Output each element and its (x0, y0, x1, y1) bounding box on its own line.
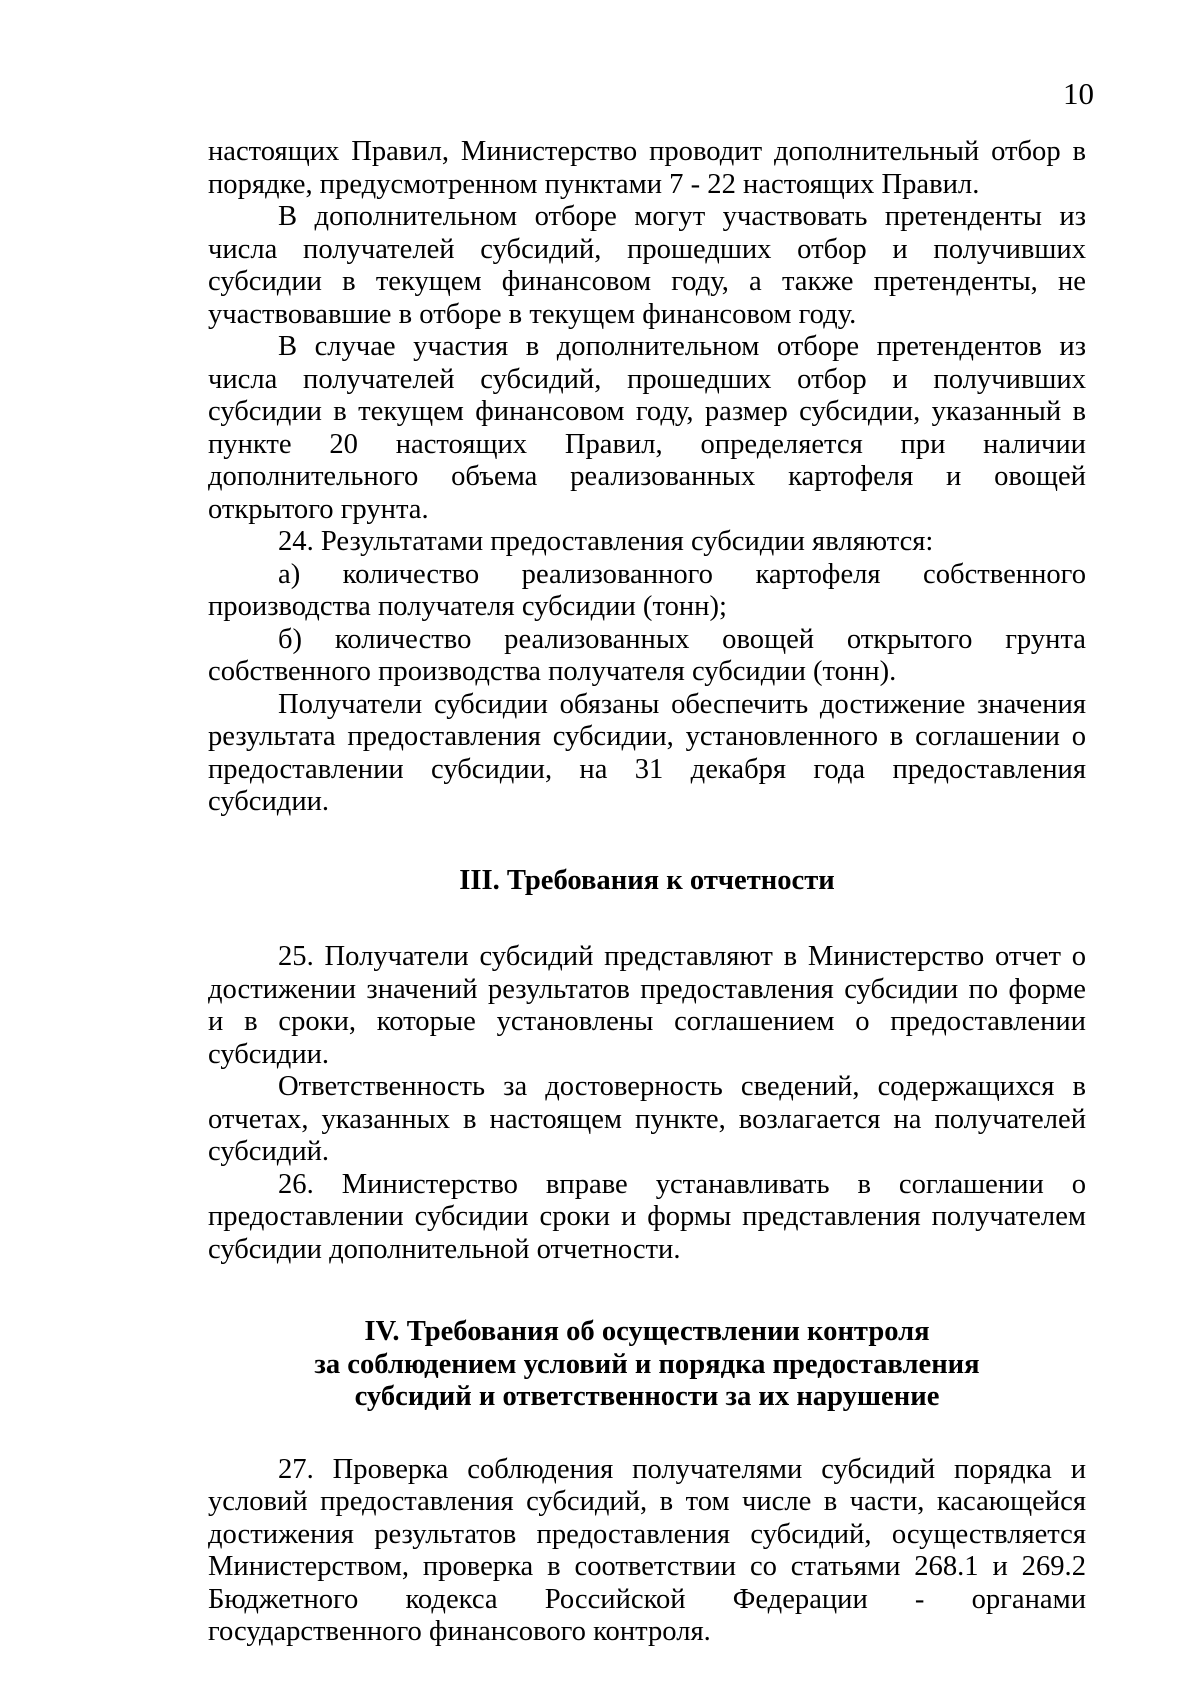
page-number: 10 (1063, 76, 1094, 111)
section-4-heading-line-3: субсидий и ответственности за их нарушение (354, 1381, 940, 1412)
document-body (208, 136, 1086, 1649)
section-4-heading-line-2: за соблюдением условий и порядка предоставления (314, 1348, 980, 1380)
paragraph-item-24b: б) количество реализованных овощей открытого грунта собственного производства получателя субсидии (тонн). (208, 623, 1086, 687)
paragraph-additional-selection: В дополнительном отборе могут участвовать претенденты из числа получателей субсидий, прошедших отбор и получивших субсидии в текущем финансовом году, а также претенденты, не участвовавшие в отборе в текущем финансовом году. (208, 201, 1086, 330)
paragraph-item-26: 26. Министерство вправе устанавливать в соглашении о предоставлении субсидии сроки и формы представления получателем субсидии дополнительной отчетности. (208, 1168, 1086, 1265)
paragraph-responsibility: Ответственность за достоверность сведений, содержащихся в отчетах, указанных в настоящем пункте, возлагается на получателей субсидий. (208, 1071, 1086, 1167)
section-4-heading-line-1: IV. Требования об осуществлении контроля (364, 1316, 930, 1347)
paragraph-continuation: настоящих Правил, Министерство проводит дополнительный отбор в порядке, предусмотренном пунктами 7 - 22 настоящих Правил. (208, 136, 1086, 200)
paragraph-item-27: 27. Проверка соблюдения получателями субсидий порядка и условий предоставления субсидий, в том числе в части, касающейся достижения результатов предоставления субсидий, осуществляется Министерством, проверка в соответствии со статьями 268.1 и 269.2 Бюджетного кодекса Российской Федерации - органами государственного финансового контроля. (208, 1453, 1086, 1647)
section-3-heading: III. Требования к отчетности (459, 864, 835, 896)
paragraph-item-24: 24. Результатами предоставления субсидии являются: (278, 526, 934, 557)
paragraph-item-25: 25. Получатели субсидий представляют в Министерство отчет о достижении значений результатов предоставления субсидии по форме и в сроки, которые установлены соглашением о предоставлении субсидии. (208, 941, 1086, 1070)
paragraph-recipients-obligation: Получатели субсидии обязаны обеспечить достижение значения результата предоставления субсидии, установленного в соглашении о предоставлении субсидии, на 31 декабря года предоставления субсидии. (208, 688, 1086, 817)
paragraph-item-24a: а) количество реализованного картофеля собственного производства получателя субсидии (тонн); (208, 558, 1086, 622)
section-4-heading (208, 1316, 1086, 1414)
paragraph-subsidy-size: В случае участия в дополнительном отборе претендентов из числа получателей субсидий, прошедших отбор и получивших субсидии в текущем финансовом году, размер субсидии, указанный в пункте 20 настоящих Правил, определяется при наличии дополнительного объема реализованных картофеля и овощей открытого грунта. (208, 331, 1086, 525)
